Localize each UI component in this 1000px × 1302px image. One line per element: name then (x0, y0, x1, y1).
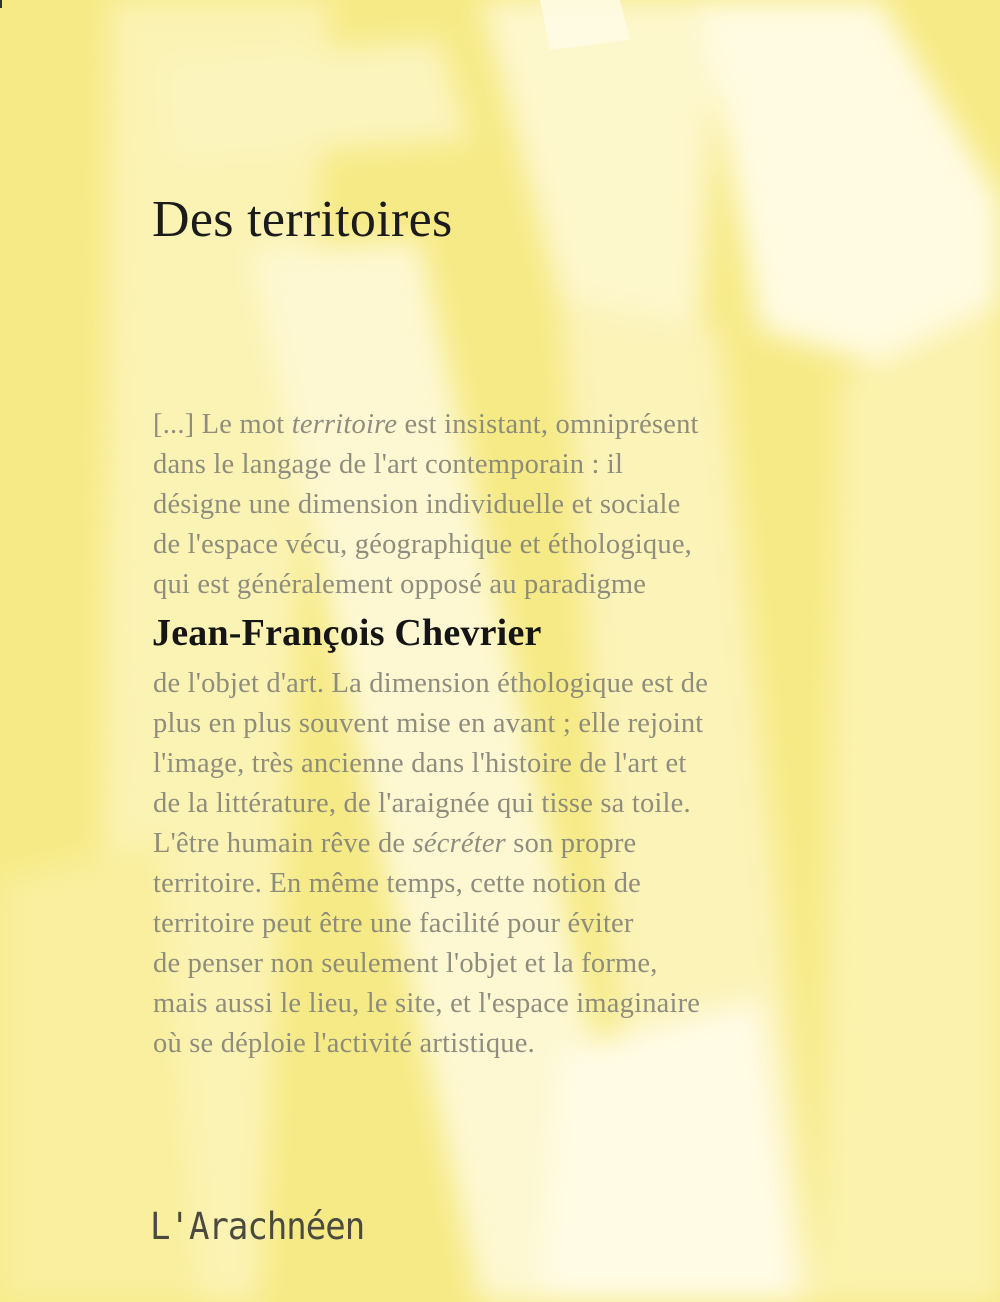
book-title: Des territoires (152, 191, 453, 248)
author-name: Jean-François Chevrier (152, 612, 542, 654)
excerpt-text: est insistant, omniprésent (397, 409, 699, 440)
excerpt-line (153, 824, 708, 864)
corner-mark (0, 0, 2, 8)
excerpt-line: territoire. En même temps, cette notion de (153, 868, 641, 899)
excerpt-line: territoire peut être une facilité pour éviter (153, 908, 634, 939)
excerpt-line: de la littérature, de l'araignée qui tisse sa toile. (153, 788, 691, 819)
excerpt-italic: sécréter (412, 828, 506, 859)
publisher-logo: L'Arachnéen (150, 1205, 365, 1249)
excerpt-line: désigne une dimension individuelle et sociale (153, 489, 681, 520)
excerpt-text: son propre (505, 828, 637, 859)
excerpt-line: de penser non seulement l'objet et la forme, (153, 948, 658, 979)
excerpt-paragraph-bottom (153, 664, 708, 1064)
excerpt-line (153, 405, 699, 445)
excerpt-text: [...] Le mot (153, 409, 292, 440)
excerpt-line: de l'objet d'art. La dimension éthologique est de (153, 668, 709, 699)
excerpt-text: L'être humain rêve de (153, 828, 413, 859)
excerpt-line: de l'espace vécu, géographique et éthologique, (153, 529, 692, 560)
excerpt-line: l'image, très ancienne dans l'histoire de l'art et (153, 748, 687, 779)
excerpt-line: mais aussi le lieu, le site, et l'espace imaginaire (153, 988, 701, 1019)
excerpt-line: plus en plus souvent mise en avant ; elle rejoint (153, 708, 704, 739)
excerpt-italic: territoire (291, 409, 398, 440)
excerpt-line: dans le langage de l'art contemporain : il (153, 449, 624, 480)
excerpt-line: où se déploie l'activité artistique. (153, 1028, 535, 1059)
excerpt-paragraph-top (153, 405, 699, 605)
excerpt-line: qui est généralement opposé au paradigme (153, 569, 647, 600)
